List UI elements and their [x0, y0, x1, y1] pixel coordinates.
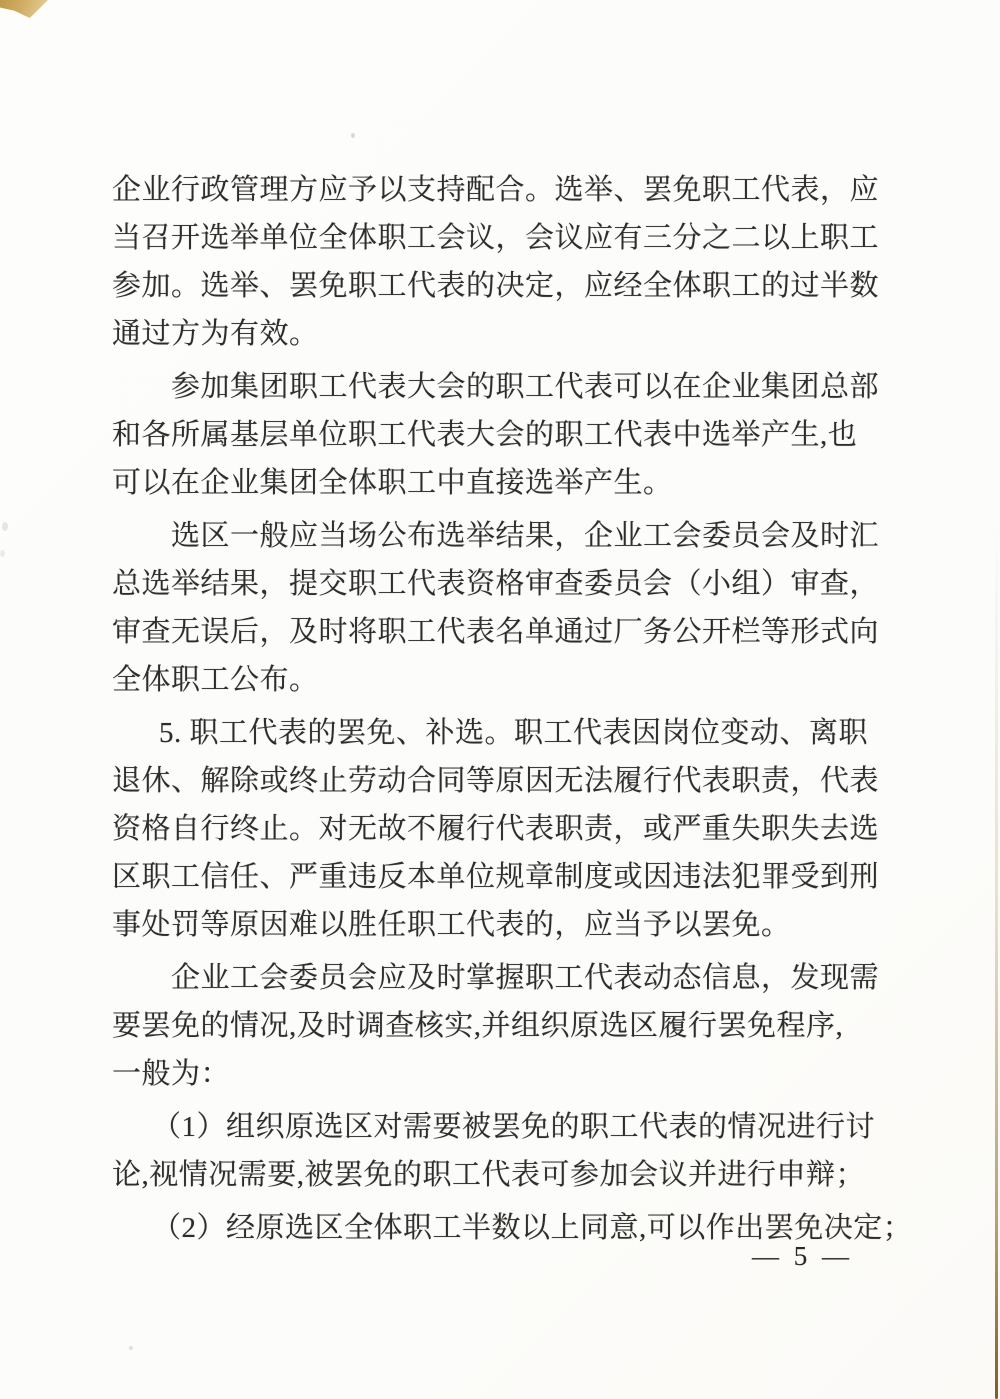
paragraph	[112, 363, 884, 507]
text-line: 一般为：	[112, 1058, 231, 1090]
text-line: 当召开选举单位全体职工会议，会议应有三分之二以上职工	[112, 222, 880, 254]
text-line: 审查无误后，及时将职工代表名单通过厂务公开栏等形式向	[112, 616, 880, 648]
text-line: 事处罚等原因难以胜任职工代表的，应当予以罢免。	[112, 909, 791, 941]
text-line: 企业行政管理方应予以支持配合。选举、罢免职工代表，应	[112, 174, 880, 206]
paragraph	[112, 954, 884, 1098]
text-line: 总选举结果，提交职工代表资格审查委员会（小组）审查，	[112, 568, 880, 600]
scan-edge-artifact	[995, 520, 998, 1399]
text-line: 退休、解除或终止劳动合同等原因无法履行代表职责，代表	[112, 765, 880, 797]
scan-speck	[0, 550, 5, 557]
text-line: 5. 职工代表的罢免、补选。职工代表因岗位变动、离职	[159, 717, 869, 749]
text-line: 企业工会委员会应及时掌握职工代表动态信息，发现需	[171, 962, 880, 994]
text-line: （2）经原选区全体职工半数以上同意,可以作出罢免决定；	[152, 1212, 913, 1244]
page-number: — 5 —	[752, 1241, 853, 1271]
paragraph-subitem-1	[112, 1103, 884, 1199]
text-line: 区职工信任、严重违反本单位规章制度或因违法犯罪受到刑	[112, 861, 880, 893]
text-line: 和各所属基层单位职工代表大会的职工代表中选举产生,也	[112, 419, 858, 451]
paragraph	[112, 512, 884, 704]
paragraph-continuation	[112, 166, 884, 358]
paragraph-numbered-item-5	[112, 709, 884, 949]
text-line: 选区一般应当场公布选举结果，企业工会委员会及时汇	[171, 520, 880, 552]
document-body	[112, 166, 913, 1257]
scan-speck	[129, 1346, 133, 1350]
text-line: （1）组织原选区对需要被罢免的职工代表的情况进行讨	[152, 1111, 876, 1143]
scan-speck	[351, 133, 355, 138]
text-line: 资格自行终止。对无故不履行代表职责，或严重失职失去选	[112, 813, 880, 845]
text-line: 论,视情况需要,被罢免的职工代表可参加会议并进行申辩；	[112, 1159, 866, 1191]
scan-speck	[2, 522, 8, 531]
text-line: 参加。选举、罢免职工代表的决定，应经全体职工的过半数	[112, 270, 880, 302]
text-line: 可以在企业集团全体职工中直接选举产生。	[112, 467, 673, 499]
text-line: 全体职工公布。	[112, 664, 319, 696]
text-line: 要罢免的情况,及时调查核实,并组织原选区履行罢免程序,	[112, 1010, 844, 1042]
text-line: 参加集团职工代表大会的职工代表可以在企业集团总部	[171, 371, 880, 403]
text-line: 通过方为有效。	[112, 318, 319, 350]
scan-corner-artifact	[0, 0, 48, 18]
